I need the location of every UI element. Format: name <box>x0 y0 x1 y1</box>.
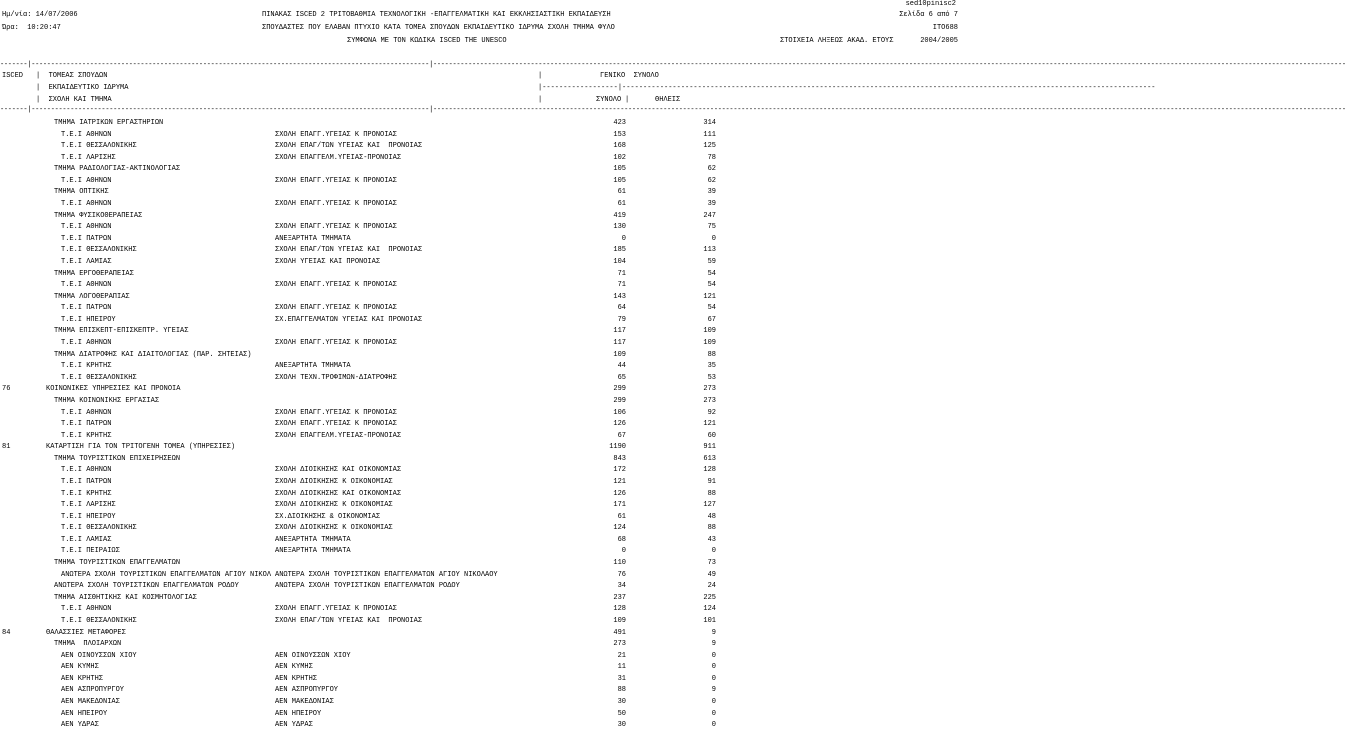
row-female: 67 <box>707 315 716 324</box>
row-female: 613 <box>703 454 716 463</box>
row-label: Τ.Ε.Ι ΗΠΕΙΡΟΥ <box>61 512 116 521</box>
row-school: ΑΝΕΞΑΡΤΗΤΑ ΤΜΗΜΑΤΑ <box>275 547 351 556</box>
row-female: 24 <box>707 582 716 591</box>
row-total: 61 <box>617 188 626 197</box>
row-label: Τ.Ε.Ι ΘΕΣΣΑΛΟΝΙΚΗΣ <box>61 616 137 625</box>
header-rule-bottom: -------|------------------------------------------------------------------------------------------------------|------------------------------------------------------------------------------------------------------------------------------------------------------------------------------------------------------------------------------------------ <box>0 106 1346 114</box>
row-school: ΣΧΟΛΗ ΕΠΑΓΓΕΛΜ.ΥΓΕΙΑΣ-ΠΡΟΝΟΙΑΣ <box>275 431 402 440</box>
row-label: Τ.Ε.Ι ΑΘΗΝΩΝ <box>61 130 112 139</box>
row-total: 67 <box>617 431 626 440</box>
row-female: 62 <box>707 176 716 185</box>
row-school: ΣΧΟΛΗ ΔΙΟΙΚΗΣΗΣ ΚΑΙ ΟΙΚΟΝΟΜΙΑΣ <box>275 466 402 475</box>
row-label: Τ.Ε.Ι ΗΠΕΙΡΟΥ <box>61 315 116 324</box>
row-total: 109 <box>613 616 626 625</box>
row-label: Τ.Ε.Ι ΛΑΜΙΑΣ <box>61 535 112 544</box>
row-total: 68 <box>617 535 626 544</box>
row-total: 65 <box>617 373 626 382</box>
row-female: 73 <box>707 559 716 568</box>
row-total: 11 <box>617 663 626 672</box>
row-label: ΤΜΗΜΑ ΤΟΥΡΙΣΤΙΚΩΝ ΕΠΙΧΕΙΡΗΣΕΩΝ <box>54 454 181 463</box>
row-label: ΤΜΗΜΑ ΡΑΔΙΟΛΟΓΙΑΣ-ΑΚΤΙΝΟΛΟΓΙΑΣ <box>54 165 181 174</box>
col-separator-1: | <box>538 72 543 80</box>
row-female: 121 <box>703 420 716 429</box>
row-school: ΣΧΟΛΗ ΕΠΑΓΓ.ΥΓΕΙΑΣ Κ ΠΡΟΝΟΙΑΣ <box>275 130 397 139</box>
row-female: 225 <box>703 593 716 602</box>
row-label: ΚΑΤΑΡΤΙΣΗ ΓΙΑ ΤΟΝ ΤΡΙΤΟΓΕΝΗ ΤΟΜΕΑ (ΥΠΗΡΕΣΙΕΣ) <box>46 443 236 452</box>
row-isced-code: 84 <box>2 628 11 637</box>
row-label: Τ.Ε.Ι ΚΡΗΤΗΣ <box>61 489 112 498</box>
row-school: ΑΝΕΞΑΡΤΗΤΑ ΤΜΗΜΑΤΑ <box>275 535 351 544</box>
row-label: Τ.Ε.Ι ΑΘΗΝΩΝ <box>61 200 112 209</box>
row-female: 911 <box>703 443 716 452</box>
row-school: ΑΕΝ ΚΥΜΗΣ <box>275 663 313 672</box>
row-school: ΣΧΟΛΗ ΕΠΑΓ/ΤΩΝ ΥΓΕΙΑΣ ΚΑΙ ΠΡΟΝΟΙΑΣ <box>275 246 423 255</box>
row-label: ΑΕΝ ΜΑΚΕΔΟΝΙΑΣ <box>61 698 120 706</box>
row-isced-code: 76 <box>2 385 11 394</box>
row-label: ΤΜΗΜΑ ΕΡΓΟΘΕΡΑΠΕΙΑΣ <box>54 269 134 278</box>
row-female: 49 <box>707 570 716 579</box>
row-total: 0 <box>621 234 626 243</box>
header-rule-top: -------|------------------------------------------------------------------------------------------------------|------------------------------------------------------------------------------------------------------------------------------------------------------------------------------------------------------------------------------------------ <box>0 61 1346 69</box>
row-school: ΣΧΟΛΗ ΤΕΧΝ.ΤΡΟΦΙΜΩΝ-ΔΙΑΤΡΟΦΗΣ <box>275 373 397 382</box>
row-label: Τ.Ε.Ι ΘΕΣΣΑΛΟΝΙΚΗΣ <box>61 142 137 151</box>
row-female: 124 <box>703 605 716 614</box>
row-total: 117 <box>613 327 626 336</box>
row-total: 130 <box>613 223 626 232</box>
row-female: 78 <box>707 153 716 162</box>
row-total: 124 <box>613 524 626 533</box>
col-institution: | ΕΚΠΑΙΔΕΥΤΙΚΟ ΙΔΡΥΜΑ <box>36 84 129 92</box>
row-school: ΑΕΝ ΚΡΗΤΗΣ <box>275 674 318 683</box>
row-female: 60 <box>707 431 716 440</box>
row-label: Τ.Ε.Ι ΑΘΗΝΩΝ <box>61 281 112 290</box>
row-school: ΣΧΟΛΗ ΕΠΑΓΓΕΛΜ.ΥΓΕΙΑΣ-ΠΡΟΝΟΙΑΣ <box>275 153 402 162</box>
row-label: Τ.Ε.Ι ΛΑΜΙΑΣ <box>61 257 112 266</box>
row-female: 0 <box>711 721 716 730</box>
row-label: ΤΜΗΜΑ ΟΠΤΙΚΗΣ <box>54 188 109 197</box>
row-label: Τ.Ε.Ι ΠΑΤΡΩΝ <box>61 420 112 429</box>
row-label: ΑΕΝ ΑΣΠΡΟΠΥΡΓΟΥ <box>61 686 125 695</box>
row-female: 247 <box>703 211 716 220</box>
row-female: 92 <box>707 408 716 417</box>
row-total: 21 <box>617 651 626 660</box>
row-female: 88 <box>707 489 716 498</box>
row-total: 76 <box>617 570 626 579</box>
row-female: 0 <box>711 651 716 660</box>
row-female: 9 <box>711 686 716 695</box>
row-label: Τ.Ε.Ι ΛΑΡΙΣΗΣ <box>61 153 116 162</box>
row-label: ΤΜΗΜΑ ΚΟΙΝΩΝΙΚΗΣ ΕΡΓΑΣΙΑΣ <box>54 396 160 405</box>
row-label: Τ.Ε.Ι ΑΘΗΝΩΝ <box>61 408 112 417</box>
row-label: ΤΜΗΜΑ ΠΛΟΙΑΡΧΩΝ <box>54 640 122 649</box>
row-label: Τ.Ε.Ι ΑΘΗΝΩΝ <box>61 339 112 348</box>
row-total: 273 <box>613 640 626 649</box>
row-total: 172 <box>613 466 626 475</box>
row-label: Τ.Ε.Ι ΠΑΤΡΩΝ <box>61 477 112 486</box>
row-label: ΑΕΝ ΥΔΡΑΣ <box>61 721 99 730</box>
row-school: ΣΧ.ΕΠΑΓΓΕΛΜΑΤΩΝ ΥΓΕΙΑΣ ΚΑΙ ΠΡΟΝΟΙΑΣ <box>275 315 423 324</box>
row-female: 54 <box>707 269 716 278</box>
row-total: 423 <box>613 119 626 127</box>
row-label: Τ.Ε.Ι ΑΘΗΝΩΝ <box>61 176 112 185</box>
row-school: ΣΧΟΛΗ ΕΠΑΓΓ.ΥΓΕΙΑΣ Κ ΠΡΟΝΟΙΑΣ <box>275 281 397 290</box>
row-label: Τ.Ε.Ι ΚΡΗΤΗΣ <box>61 431 112 440</box>
row-total: 128 <box>613 605 626 614</box>
report-id: ΙΤΟ688 <box>932 24 958 32</box>
row-female: 109 <box>703 339 716 348</box>
row-total: 419 <box>613 211 626 220</box>
row-school: ΣΧΟΛΗ ΕΠΑΓΓ.ΥΓΕΙΑΣ Κ ΠΡΟΝΟΙΑΣ <box>275 420 397 429</box>
row-label: ΑΕΝ ΟΙΝΟΥΣΣΩΝ ΧΙΟΥ <box>61 651 137 660</box>
row-female: 9 <box>711 628 716 637</box>
row-label: ΤΜΗΜΑ ΔΙΑΤΡΟΦΗΣ ΚΑΙ ΔΙΑΙΤΟΛΟΓΙΑΣ (ΠΑΡ. ΣΗΤΕΙΑΣ) <box>54 350 252 359</box>
row-school: ΣΧΟΛΗ ΕΠΑΓ/ΤΩΝ ΥΓΕΙΑΣ ΚΑΙ ΠΡΟΝΟΙΑΣ <box>275 142 423 151</box>
row-total: 30 <box>617 698 626 706</box>
row-label: ΤΜΗΜΑ ΙΑΤΡΙΚΩΝ ΕΡΓΑΣΤΗΡΙΩΝ <box>54 119 164 127</box>
row-school: ΣΧΟΛΗ ΔΙΟΙΚΗΣΗΣ ΚΑΙ ΟΙΚΟΝΟΜΙΑΣ <box>275 489 402 498</box>
row-female: 62 <box>707 165 716 174</box>
row-female: 111 <box>703 130 716 139</box>
report-title-line2: ΣΠΟΥΔΑΣΤΕΣ ΠΟΥ ΕΛΑΒΑΝ ΠΤΥΧΙΟ ΚΑΤΑ ΤΟΜΕΑ ΣΠΟΥΔΩΝ ΕΚΠΑΙΔΕΥΤΙΚΟ ΙΔΡΥΜΑ ΣΧΟΛΗ ΤΜΗΜΑ ΦΥΛΟ <box>262 24 615 32</box>
row-school: ΑΕΝ ΟΙΝΟΥΣΣΩΝ ΧΙΟΥ <box>275 651 351 660</box>
row-female: 54 <box>707 304 716 313</box>
academic-year-label: ΣΤΟΙΧΕΙΑ ΛΗΞΕΩΣ ΑΚΑΔ. ΕΤΟΥΣ <box>780 37 894 45</box>
row-label: ΑΕΝ ΚΥΜΗΣ <box>61 663 99 672</box>
col-isced: ISCED <box>2 72 24 80</box>
row-total: 79 <box>617 315 626 324</box>
col-sector: | ΤΟΜΕΑΣ ΣΠΟΥΔΩΝ <box>36 72 108 80</box>
row-total: 143 <box>613 292 626 301</box>
row-school: ΣΧ.ΔΙΟΙΚΗΣΗΣ & ΟΙΚΟΝΟΜΙΑΣ <box>275 512 381 521</box>
row-label: Τ.Ε.Ι ΘΕΣΣΑΛΟΝΙΚΗΣ <box>61 246 137 255</box>
row-total: 126 <box>613 420 626 429</box>
row-female: 127 <box>703 501 716 510</box>
row-label: Τ.Ε.Ι ΠΑΤΡΩΝ <box>61 304 112 313</box>
row-total: 105 <box>613 165 626 174</box>
row-label: Τ.Ε.Ι ΠΑΤΡΩΝ <box>61 234 112 243</box>
row-school: ΑΝΩΤΕΡΑ ΣΧΟΛΗ ΤΟΥΡΙΣΤΙΚΩΝ ΕΠΑΓΓΕΛΜΑΤΩΝ ΡΟΔΟΥ <box>275 582 460 591</box>
row-female: 101 <box>703 616 716 625</box>
row-total: 171 <box>613 501 626 510</box>
row-school: ΑΕΝ ΗΠΕΙΡΟΥ <box>275 709 322 718</box>
row-total: 105 <box>613 176 626 185</box>
row-female: 0 <box>711 698 716 706</box>
row-label: ΑΕΝ ΚΡΗΤΗΣ <box>61 674 104 683</box>
row-total: 34 <box>617 582 626 591</box>
row-total: 843 <box>613 454 626 463</box>
row-label: ΤΜΗΜΑ ΛΟΓΟΘΕΡΑΠΙΑΣ <box>54 292 130 301</box>
row-total: 30 <box>617 721 626 730</box>
row-total: 491 <box>613 628 626 637</box>
row-total: 106 <box>613 408 626 417</box>
row-label: Τ.Ε.Ι ΑΘΗΝΩΝ <box>61 605 112 614</box>
row-female: 273 <box>703 396 716 405</box>
row-female: 35 <box>707 362 716 371</box>
row-female: 0 <box>711 674 716 683</box>
row-female: 53 <box>707 373 716 382</box>
row-school: ΑΕΝ ΑΣΠΡΟΠΥΡΓΟΥ <box>275 686 339 695</box>
row-school: ΣΧΟΛΗ ΥΓΕΙΑΣ ΚΑΙ ΠΡΟΝΟΙΑΣ <box>275 257 381 266</box>
row-school: ΣΧΟΛΗ ΕΠΑΓΓ.ΥΓΕΙΑΣ Κ ΠΡΟΝΟΙΑΣ <box>275 605 397 614</box>
row-school: ΣΧΟΛΗ ΔΙΟΙΚΗΣΗΣ Κ ΟΙΚΟΝΟΜΙΑΣ <box>275 501 393 510</box>
row-total: 61 <box>617 200 626 209</box>
row-label: Τ.Ε.Ι ΘΕΣΣΑΛΟΝΙΚΗΣ <box>61 524 137 533</box>
row-female: 88 <box>707 350 716 359</box>
row-school: ΑΝΕΞΑΡΤΗΤΑ ΤΜΗΜΑΤΑ <box>275 362 351 371</box>
row-total: 71 <box>617 269 626 278</box>
row-total: 110 <box>613 559 626 568</box>
row-label: ΑΝΩΤΕΡΑ ΣΧΟΛΗ ΤΟΥΡΙΣΤΙΚΩΝ ΕΠΑΓΓΕΛΜΑΤΩΝ ΑΓΙΟΥ ΝΙΚΟΛ <box>61 570 272 579</box>
row-isced-code: 81 <box>2 443 11 452</box>
row-label: Τ.Ε.Ι ΑΘΗΝΩΝ <box>61 223 112 232</box>
row-total: 50 <box>617 709 626 718</box>
row-label: Τ.Ε.Ι ΛΑΡΙΣΗΣ <box>61 501 116 510</box>
report-code: sed10pinisc2 <box>905 0 956 8</box>
row-school: ΣΧΟΛΗ ΕΠΑΓΓ.ΥΓΕΙΑΣ Κ ΠΡΟΝΟΙΑΣ <box>275 223 397 232</box>
row-school: ΑΝΕΞΑΡΤΗΤΑ ΤΜΗΜΑΤΑ <box>275 234 351 243</box>
row-total: 237 <box>613 593 626 602</box>
row-label: Τ.Ε.Ι ΚΡΗΤΗΣ <box>61 362 112 371</box>
row-label: ΚΟΙΝΩΝΙΚΕΣ ΥΠΗΡΕΣΙΕΣ ΚΑΙ ΠΡΟΝΟΙΑ <box>46 385 181 394</box>
report-title-line3: ΣΥΜΦΩΝΑ ΜΕ ΤΟΝ ΚΩΔΙΚΑ ISCED THE UNESCO <box>347 37 507 45</box>
col-separator-2: | <box>538 96 543 104</box>
row-label: ΘΑΛΑΣΣΙΕΣ ΜΕΤΑΦΟΡΕΣ <box>46 628 126 637</box>
col-separator-3: | <box>625 96 630 104</box>
row-total: 126 <box>613 489 626 498</box>
print-date: Ημ/νία: 14/07/2006 <box>2 11 78 19</box>
row-total: 117 <box>613 339 626 348</box>
row-school: ΣΧΟΛΗ ΔΙΟΙΚΗΣΗΣ Κ ΟΙΚΟΝΟΜΙΑΣ <box>275 524 393 533</box>
row-female: 54 <box>707 281 716 290</box>
col-general-total: ΓΕΝΙΚΟ ΣΥΝΟΛΟ <box>600 72 659 80</box>
print-time: Ώρα: 10:20:47 <box>2 24 61 32</box>
row-female: 75 <box>707 223 716 232</box>
row-label: ΤΜΗΜΑ ΦΥΣΙΚΟΘΕΡΑΠΕΙΑΣ <box>54 211 143 220</box>
page-indicator: Σελίδα 6 από 7 <box>899 11 958 19</box>
row-label: Τ.Ε.Ι ΑΘΗΝΩΝ <box>61 466 112 475</box>
row-female: 48 <box>707 512 716 521</box>
row-total: 71 <box>617 281 626 290</box>
row-female: 125 <box>703 142 716 151</box>
col-total: ΣΥΝΟΛΟ <box>596 96 622 104</box>
row-school: ΣΧΟΛΗ ΕΠΑΓΓ.ΥΓΕΙΑΣ Κ ΠΡΟΝΟΙΑΣ <box>275 339 397 348</box>
row-female: 88 <box>707 524 716 533</box>
row-school: ΣΧΟΛΗ ΕΠΑΓΓ.ΥΓΕΙΑΣ Κ ΠΡΟΝΟΙΑΣ <box>275 200 397 209</box>
row-school: ΣΧΟΛΗ ΔΙΟΙΚΗΣΗΣ Κ ΟΙΚΟΝΟΜΙΑΣ <box>275 477 393 486</box>
row-school: ΣΧΟΛΗ ΕΠΑΓΓ.ΥΓΕΙΑΣ Κ ΠΡΟΝΟΙΑΣ <box>275 176 397 185</box>
row-female: 109 <box>703 327 716 336</box>
row-female: 0 <box>711 547 716 556</box>
row-female: 0 <box>711 709 716 718</box>
report-title-line1: ΠΙΝΑΚΑΣ ISCED 2 ΤΡΙΤΟΒΑΘΜΙΑ ΤΕΧΝΟΛΟΓΙΚΗ -ΕΠΑΓΓΕΛΜΑΤΙΚΗ ΚΑΙ ΕΚΚΛΗΣΙΑΣΤΙΚΗ ΕΚΠΑΙΔΕΥΣΗ <box>262 11 611 19</box>
row-total: 299 <box>613 396 626 405</box>
row-female: 0 <box>711 234 716 243</box>
row-total: 104 <box>613 257 626 266</box>
row-school: ΣΧΟΛΗ ΕΠΑΓ/ΤΩΝ ΥΓΕΙΑΣ ΚΑΙ ΠΡΟΝΟΙΑΣ <box>275 616 423 625</box>
row-label: ΤΜΗΜΑ ΕΠΙΣΚΕΠΤ-ΕΠΙΣΚΕΠΤΡ. ΥΓΕΙΑΣ <box>54 327 189 336</box>
row-total: 61 <box>617 512 626 521</box>
row-female: 121 <box>703 292 716 301</box>
row-total: 102 <box>613 153 626 162</box>
row-total: 121 <box>613 477 626 486</box>
row-total: 31 <box>617 674 626 683</box>
row-female: 0 <box>711 663 716 672</box>
row-total: 185 <box>613 246 626 255</box>
row-total: 153 <box>613 130 626 139</box>
row-female: 273 <box>703 385 716 394</box>
row-female: 39 <box>707 200 716 209</box>
col-sub-rule: |------------------|------------------------------------------------------------------------------------------------------------------------------- <box>538 84 1156 92</box>
row-label: ΑΕΝ ΗΠΕΙΡΟΥ <box>61 709 108 718</box>
row-school: ΑΕΝ ΜΑΚΕΔΟΝΙΑΣ <box>275 698 334 706</box>
row-school: ΣΧΟΛΗ ΕΠΑΓΓ.ΥΓΕΙΑΣ Κ ΠΡΟΝΟΙΑΣ <box>275 408 397 417</box>
row-label: ΤΜΗΜΑ ΤΟΥΡΙΣΤΙΚΩΝ ΕΠΑΓΓΕΛΜΑΤΩΝ <box>54 559 181 568</box>
col-school-dept: | ΣΧΟΛΗ ΚΑΙ ΤΜΗΜΑ <box>36 96 112 104</box>
row-total: 88 <box>617 686 626 695</box>
row-female: 113 <box>703 246 716 255</box>
row-total: 0 <box>621 547 626 556</box>
col-female: ΘΗΛΕΙΣ <box>655 96 681 104</box>
row-total: 64 <box>617 304 626 313</box>
row-female: 91 <box>707 477 716 486</box>
row-school: ΣΧΟΛΗ ΕΠΑΓΓ.ΥΓΕΙΑΣ Κ ΠΡΟΝΟΙΑΣ <box>275 304 397 313</box>
row-label: Τ.Ε.Ι ΠΕΙΡΑΙΩΣ <box>61 547 120 556</box>
row-female: 314 <box>703 119 716 127</box>
row-female: 128 <box>703 466 716 475</box>
row-total: 44 <box>617 362 626 371</box>
row-total: 109 <box>613 350 626 359</box>
row-school: ΑΕΝ ΥΔΡΑΣ <box>275 721 313 730</box>
academic-year-value: 2004/2005 <box>920 37 958 45</box>
row-female: 59 <box>707 257 716 266</box>
row-school: ΑΝΩΤΕΡΑ ΣΧΟΛΗ ΤΟΥΡΙΣΤΙΚΩΝ ΕΠΑΓΓΕΛΜΑΤΩΝ ΑΓΙΟΥ ΝΙΚΟΛΑΟΥ <box>275 570 498 579</box>
row-female: 39 <box>707 188 716 197</box>
row-total: 1190 <box>609 443 626 452</box>
row-label: ΑΝΩΤΕΡΑ ΣΧΟΛΗ ΤΟΥΡΙΣΤΙΚΩΝ ΕΠΑΓΓΕΛΜΑΤΩΝ ΡΟΔΟΥ <box>54 582 239 591</box>
row-total: 299 <box>613 385 626 394</box>
row-label: ΤΜΗΜΑ ΑΙΣΘΗΤΙΚΗΣ ΚΑΙ ΚΟΣΜΗΤΟΛΟΓΙΑΣ <box>54 593 197 602</box>
row-total: 168 <box>613 142 626 151</box>
row-female: 9 <box>711 640 716 649</box>
row-label: Τ.Ε.Ι ΘΕΣΣΑΛΟΝΙΚΗΣ <box>61 373 137 382</box>
row-female: 43 <box>707 535 716 544</box>
